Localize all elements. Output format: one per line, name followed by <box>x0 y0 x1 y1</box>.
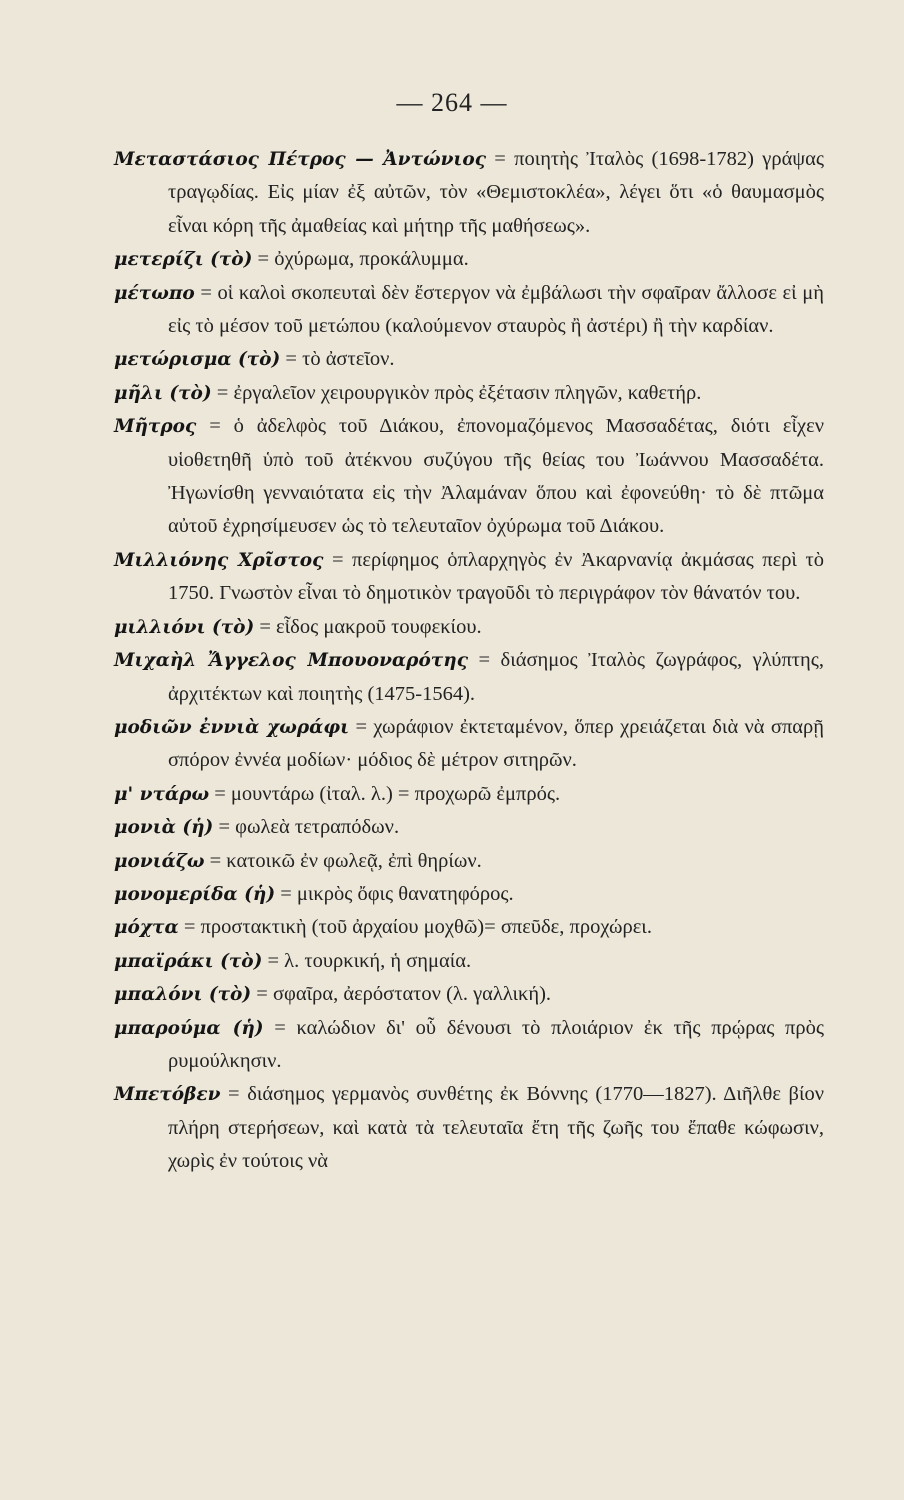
entry-headword: μονομερίδα (ἡ) <box>114 883 276 905</box>
entry-headword: μονιὰ (ἡ) <box>114 817 214 839</box>
entry-definition: = περίφημος ὁπλαρχηγὸς ἐν Ἀκαρνανίᾳ ἀκμάσας περὶ τὸ 1750. Γνωστὸν εἶναι τὸ δημοτικὸν τραγοῦδι τὸ περιγράφον τὸν θάνατόν του. <box>168 548 824 605</box>
entry-headword: μπαρούμα (ἡ) <box>114 1017 264 1039</box>
entry-headword: μπαϊράκι (τὸ) <box>114 950 263 972</box>
entry-definition: = κατοικῶ ἐν φωλεᾷ, ἐπὶ θηρίων. <box>204 849 482 872</box>
entry-millionis <box>114 544 824 611</box>
entry-headword: Μιλλιόνης Χρῖστος <box>114 549 324 571</box>
entry-monia <box>114 811 824 844</box>
dictionary-text-block <box>114 143 824 1179</box>
entry-headword: μέτωπο <box>114 282 195 304</box>
entry-definition: = εἶδος μακροῦ τουφεκίου. <box>254 615 482 638</box>
entry-metastasios <box>114 143 824 243</box>
entry-definition: = χωράφιον ἐκτεταμένον, ὅπερ χρειάζεται διὰ νὰ σπαρῇ σπόρον ἐννέα μοδίων· μόδιος δὲ μέτρον σιτηρῶν. <box>168 715 824 772</box>
entry-headword: Μεταστάσιος Πέτρος — Ἀντώνιος <box>114 149 486 170</box>
entry-definition: = διάσημος γερμανὸς συνθέτης ἐκ Βόννης (1770—1827). Διῆλθε βίον πλήρη στερήσεων, καὶ κατὰ τὰ τελευταῖα ἔτη τῆς ζωῆς του ἔπαθε κώφωσιν, χωρὶς ἐν τούτοις νὰ <box>168 1083 824 1173</box>
entry-definition: = διάσημος Ἰταλὸς ζωγράφος, γλύπτης, ἀρχιτέκτων καὶ ποιητὴς (1475-1564). <box>168 649 824 705</box>
entry-definition: = οἱ καλοὶ σκοπευταὶ δὲν ἔστεργον νὰ ἐμβάλωσι τὴν σφαῖραν ἄλλοσε εἰ μὴ εἰς τὸ μέσον τοῦ μετώπου (καλούμενον σταυρὸς ἢ ἀστέρι) ἢ τὴν καρδίαν. <box>168 281 824 338</box>
entry-definition: = σφαῖρα, ἀερόστατον (λ. γαλλική). <box>251 983 552 1006</box>
entry-definition: = λ. τουρκική, ἡ σημαία. <box>262 949 472 972</box>
entry-definition: = μικρὸς ὄφις θανατηφόρος. <box>275 882 514 905</box>
entry-headword: Μῆτρος <box>114 416 197 438</box>
entry-metopo <box>114 277 824 344</box>
entry-millioni <box>114 611 824 644</box>
entry-headword: μόχτα <box>114 917 179 939</box>
entry-headword: μοδιῶν ἐννιὰ χωράφι <box>114 716 350 738</box>
entry-headword: μ' ντάρω <box>114 783 210 805</box>
entry-bairaki <box>114 945 824 978</box>
entry-michelangelo <box>114 644 824 711</box>
entry-headword: Μπετόβεν <box>114 1084 221 1106</box>
entry-headword: μῆλι (τὸ) <box>114 382 212 404</box>
entry-modion-ennia <box>114 711 824 778</box>
entry-definition: = ποιητὴς Ἰταλὸς (1698-1782) γράψας τραγῳδίας. Εἰς μίαν ἐξ αὐτῶν, τὸν «Θεμιστοκλέα», λέγει ὅτι «ὁ θαυμασμὸς εἶναι κόρη τῆς ἀμαθείας καὶ μήτηρ τῆς μαθήσεως». <box>168 148 824 237</box>
entry-headword: μπαλόνι (τὸ) <box>114 984 252 1006</box>
entry-meterizi <box>114 243 824 276</box>
entry-headword: μονιάζω <box>114 850 205 872</box>
entry-definition: = προστακτικὴ (τοῦ ἀρχαίου μοχθῶ)= σπεῦδε, προχώρει. <box>178 916 652 939</box>
entry-definition: = καλώδιον δι' οὗ δένουσι τὸ πλοιάριον ἐκ τῆς πρῴρας πρὸς ρυμούλκησιν. <box>168 1016 824 1072</box>
entry-headword: μιλλιόνι (τὸ) <box>114 616 255 638</box>
entry-headword: μετώρισμα (τὸ) <box>114 349 281 371</box>
entry-mochta <box>114 911 824 944</box>
entry-definition: = μουντάρω (ἰταλ. λ.) = προχωρῶ ἐμπρός. <box>209 782 561 805</box>
entry-baloni <box>114 978 824 1011</box>
entry-beethoven <box>114 1078 824 1178</box>
entry-mitros <box>114 410 824 544</box>
entry-definition: = τὸ ἀστεῖον. <box>280 348 395 371</box>
entry-barouma <box>114 1012 824 1079</box>
entry-metorisma <box>114 343 824 376</box>
entry-mili <box>114 377 824 410</box>
entry-moniazo <box>114 845 824 878</box>
entry-definition: = ἐργαλεῖον χειρουργικὸν πρὸς ἐξέτασιν πληγῶν, καθετήρ. <box>211 381 702 404</box>
entry-headword: Μιχαὴλ Ἄγγελος Μπουοναρότης <box>114 650 468 672</box>
entry-definition: = ὀχύρωμα, προκάλυμμα. <box>252 248 469 271</box>
page-number: — 264 — <box>396 88 508 117</box>
entry-ntaro <box>114 778 824 811</box>
entry-definition: = φωλεὰ τετραπόδων. <box>213 816 400 839</box>
entry-definition: = ὁ ἀδελφὸς τοῦ Διάκου, ἐπονομαζόμενος Μασσαδέτας, διότι εἶχεν υἱοθετηθῆ ὑπὸ τοῦ ἀτέκνου συζύγου τῆς θείας του Ἰωάννου Μασσαδέτα. Ἠγωνίσθη γενναιότατα εἰς τὴν Ἀλαμάναν ὅπου καὶ ἐφονεύθη· τὸ δὲ πτῶμα αὐτοῦ ἐχρησίμευσεν ὡς τὸ τελευταῖον ὀχύρωμα τοῦ Διάκου. <box>168 415 824 538</box>
entry-headword: μετερίζι (τὸ) <box>114 249 253 271</box>
entry-monomerida <box>114 878 824 911</box>
